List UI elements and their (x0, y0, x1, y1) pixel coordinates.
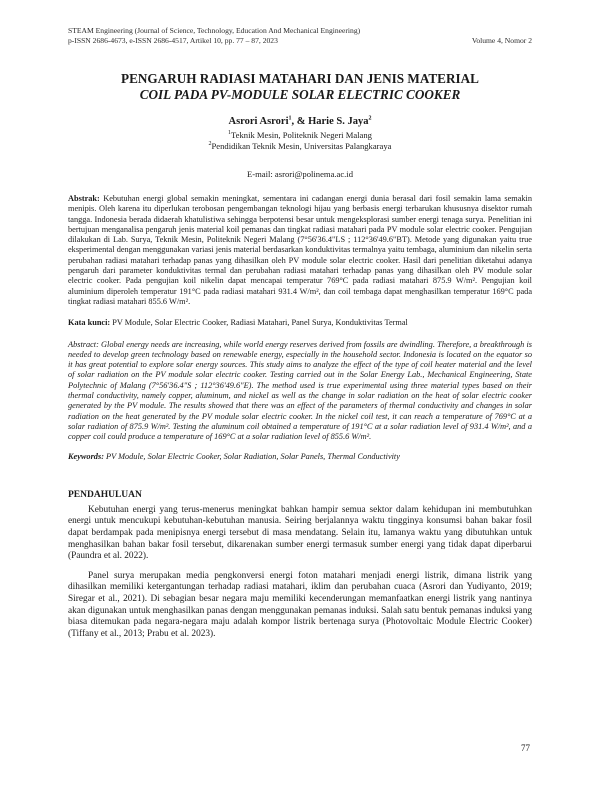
author-1: Asrori Asrori (228, 116, 289, 127)
title-line-1: PENGARUH RADIASI MATAHARI DAN JENIS MATERIAL (121, 71, 479, 86)
author-1-sup: 1 (288, 115, 292, 122)
abstract-id-text: Kebutuhan energi global semakin meningkat, sementara ini cadangan energi dunia berasal dari fosil semakin lama semakin menipis. Oleh karena itu diperlukan terobosan pengembangan teknologi hijau yang berbasis energi terbarukan khususnya disektor rumah tangga. Indonesia berada didaerah khatulistiwa sehingga berpotensi besar untuk mengeksplorasi sumber energi tenaga surya. Penelitian ini bertujuan menganalisa pengaruh jenis material koil pemanas dan tingkat radiasi matahari pada PV module solar electric cooker. Pengujian dilakukan di Lab. Surya, Teknik Mesin, Politeknik Negeri Malang (7°56'36.4"LS ; 112°36'49.6"BT). Metode yang digunakan yaitu true eksperimental dengan menggunakan variasi jenis material berdasarkan konduktivitas termalnya yaitu tembaga, aluminium dan nikelin serta perubahan radiasi matahari terhadap panas yang dihasilkan oleh PV module solar electric cooker. Hasil dari penelitian diketahui adanya pengaruh dari parameter konduktivitas termal dan perubahan radiasi matahari terhadap panas yang dihasilkan oleh PV module solar electric cooker. Pada pengujian koil nikelin dapat mencapai temperatur 769°C pada radiasi matahari 875.9 W/m². Pengujian koil aluminium diperoleh temperatur 191°C pada radiasi matahari 931.4 W/m², dan coil tembaga dapat menghasilkan temperatur 169°C pada tingkat radiasi matahari 855.6 W/m². (68, 194, 532, 306)
issn-line: p-ISSN 2686-4673, e-ISSN 2686-4517, Artikel 10, pp. 77 – 87, 2023 (68, 36, 278, 45)
keywords-id-label: Kata kunci: (68, 318, 111, 328)
affiliation-1 (68, 130, 532, 141)
author-separator: , & (291, 116, 309, 127)
title-line-2: COIL PADA PV-MODULE SOLAR ELECTRIC COOKER (139, 87, 461, 102)
keywords-id-text: PV Module, Solar Electric Cooker, Radiasi Matahari, Panel Surya, Konduktivitas Termal (110, 318, 408, 328)
volume-number: Volume 4, Nomor 2 (471, 36, 532, 45)
body-paragraph-1: Kebutuhan energi yang terus-menerus meningkat bahkan hampir semua sektor dalam kehidupan ini membutuhkan energi untuk mencukupi kebutuhan-kebutuhan manusia. Seiring berjalannya waktu tingginya konsumsi bahan bakar fosil dapat berdampak pada menipisnya energi tersebut di masa mendatang. Selain itu, lamanya waktu yang dibutuhkan untuk menghasilkan bahan bakar fosil tersebut, dikarenakan sumber energi termasuk sumber energi yang tidak dapat diperbarui (Paundra et al. 2022). (68, 504, 532, 562)
body-paragraph-2: Panel surya merupakan media pengkonversi energi foton matahari menjadi energi listrik, dimana listrik yang dihasilkan memiliki ketergantungan terhadap radiasi matahari, iklim dan perubahan cuaca (Asrori dan Yudiyanto, 2019; Siregar et al., 2021). Di sebagian besar negara maju memiliki kecenderungan memanfaatkan energi listrik yang nantinya akan digunakan untuk menghasilkan panas dengan menggunakan pemanas induksi. Salah satu bentuk pemanas induksi yang biasa ditemukan pada negara-negara maju adalah kompor listrik bertenaga surya (Photovoltaic Module Electric Cooker) (Tiffany et al., 2013; Prabu et al. 2023). (68, 570, 532, 639)
affiliation-1-sup: 1 (228, 130, 232, 137)
author-list (68, 115, 532, 128)
corresponding-email: E-mail: asrori@polinema.ac.id (247, 169, 353, 179)
affiliation-2-text: Pendidikan Teknik Mesin, Universitas Palangkaraya (211, 141, 392, 151)
section-heading: PENDAHULUAN (68, 489, 142, 500)
affiliation-2 (68, 141, 532, 152)
abstract-id-label: Abstrak: (68, 194, 100, 203)
journal-name: STEAM Engineering (Journal of Science, Technology, Education And Mechanical Engineering) (68, 26, 361, 35)
author-2-sup: 2 (368, 115, 372, 122)
author-2: Harie S. Jaya (308, 116, 369, 127)
keywords-en-label: Keywords: (68, 451, 104, 461)
affiliation-1-text: Teknik Mesin, Politeknik Negeri Malang (231, 130, 372, 140)
affiliations (68, 130, 532, 152)
paper-title (68, 71, 532, 103)
keywords-en-text: PV Module, Solar Electric Cooker, Solar Radiation, Solar Panels, Thermal Conductivity (103, 451, 400, 461)
running-header (68, 26, 532, 46)
abstract-id (68, 194, 532, 307)
abstract-en: Abstract: Global energy needs are increasing, while world energy reserves derived from fossils are dwindling. Therefore, a breakthrough is needed to develop green technology based on renewable energy, especially in the household sector. Indonesia is located on the equator so it has great potential to explore solar energy sources. This study aims to analyze the effect of the type of coil heater material and the level of solar radiation on the PV module solar electric cooker. Testing carried out in the Solar Energy Lab., Mechanical Engineering, State Polytechnic of Malang (7°56'36.4"S ; 112°36'49.6"E). The method used is true experimental using three material types based on their thermal conductivity, namely copper, aluminum, and nickel as well as the change in solar radiation on the heat of solar electric cooker generated by the PV module. The results showed that there was an effect of the parameters of thermal conductivity and changes in solar radiation on the heat generated by the PV module solar electric cooker. In the nickel coil test, it can reach a temperature of 769°C at a solar radiation of 875.9 W/m². Testing the aluminum coil obtained a temperature of 191°C at a solar radiation level of 931.4 W/m², and a copper coil could produce a temperature of 169°C at a solar radiation level of 855.6 W/m². (68, 339, 532, 442)
keywords-id (68, 318, 532, 328)
affiliation-2-sup: 2 (208, 141, 212, 148)
page-number: 77 (521, 743, 530, 753)
keywords-en (68, 452, 532, 462)
